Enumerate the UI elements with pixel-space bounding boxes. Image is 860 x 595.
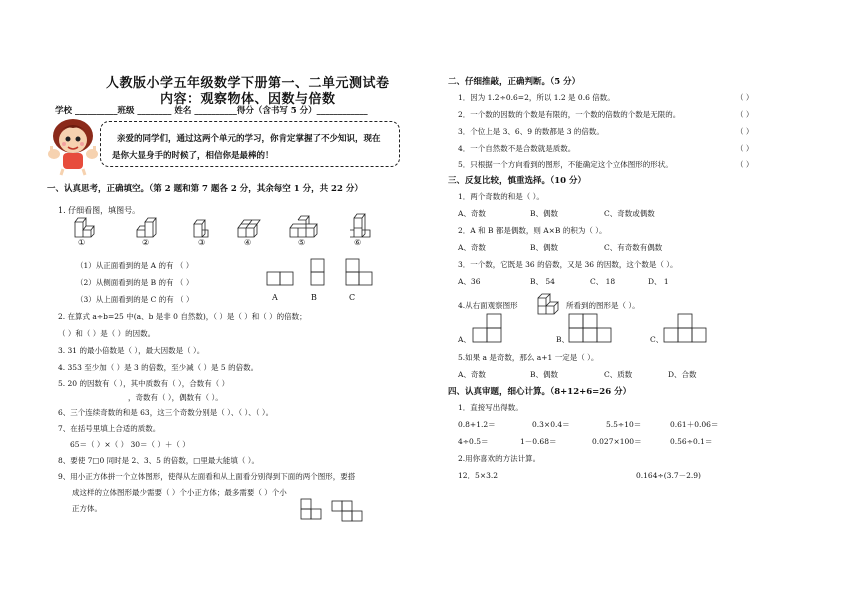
question-1-2-cont: （ ）和（ ）是（ ）的因数。 — [58, 329, 156, 338]
choice-4-view-shapes — [472, 311, 712, 345]
section-1-heading: 一、认真思考，正确填空。（第 2 题和第 7 题各 2 分，其余每空 1 分，共 22 分） — [47, 184, 363, 194]
question-1-8: 8、要使 7□0 同时是 2、3、5 的倍数，□里最大能填（ ）。 — [58, 456, 259, 465]
view-label-b: B — [311, 293, 317, 302]
choice-4-option-a: A、 — [458, 335, 471, 344]
choice-4-option-c: C、 — [650, 335, 664, 344]
question-1-6: 6、三个连续奇数的和是 63，这三个奇数分别是（ ）、（ ）、（ ）。 — [58, 408, 274, 417]
figure-label-3: ③ — [198, 238, 206, 247]
question-1-9-end: 正方体。 — [72, 504, 102, 513]
choice-5-option-c: C、质数 — [604, 370, 633, 379]
judgement-answer-1[interactable]: （ ） — [736, 93, 754, 102]
figure-label-4: ④ — [244, 238, 252, 247]
choice-2-option-a: A、奇数 — [458, 243, 486, 252]
judgement-item-2: 2．一个数的因数的个数是有限的，一个数的倍数的个数是无限的。 — [458, 110, 681, 119]
choice-2-option-c: C、有奇数有偶数 — [604, 243, 663, 252]
question-1-2: 2. 在算式 a÷b=25 中(a、b 是非 0 自然数)，（ ）是（ ）和（ ）的倍数； — [58, 312, 307, 321]
judgement-item-5: 5．只根据一个方向看到的图形，不能确定这个立体图形的形状。 — [458, 160, 673, 169]
calc-item-2-1: 4÷0.5＝ — [458, 437, 489, 446]
calc-item-1-4: 0.61＋0.06＝ — [670, 420, 719, 429]
question-1-1-part-1: （1）从正面看到的是 A 的有 （ ） — [76, 261, 194, 270]
encouragement-line-1: 亲爱的同学们，通过这两个单元的学习，你肯定掌握了不少知识，现在 — [117, 134, 381, 144]
section-2-heading: 二、仔细推敲，正确判断。（5 分） — [448, 77, 581, 87]
choice-question-2: 2．A 和 B 都是偶数，则 A×B 的积为（ ）。 — [458, 226, 607, 235]
choice-question-4: 4.从右面观察图形 — [458, 301, 518, 310]
choice-question-4-cont: 所看到的图形是（ ）。 — [566, 301, 640, 310]
student-info-line: 学校 __________班级 ________ 姓名 __________得分（含书写 5 分）____________ — [55, 106, 368, 116]
question-1-7: 7、在括号里填上合适的质数。 — [58, 424, 161, 433]
cube-figures — [70, 212, 380, 242]
choice-question-5: 5.如果 a 是奇数，那么 a+1 一定是（ ）。 — [458, 353, 599, 362]
choice-question-1: 1．两个奇数的和是（ ）。 — [458, 192, 544, 201]
question-1-5-cont: ，奇数有（ ），偶数有（ ）。 — [128, 393, 223, 402]
cartoon-girl-illustration — [46, 116, 100, 176]
view-shapes-abc — [266, 258, 376, 290]
judgement-answer-4[interactable]: （ ） — [736, 144, 754, 153]
choice-2-option-b: B、偶数 — [530, 243, 559, 252]
question-1-1-part-3: （3）从上面看到的是 C 的有 （ ） — [76, 295, 194, 304]
judgement-item-4: 4．一个自然数不是合数就是质数。 — [458, 144, 576, 153]
question-9-views — [300, 498, 364, 524]
question-1-1: 1. 仔细看图，填图号。 — [58, 206, 141, 215]
calc-question-1: 1．直接写出得数。 — [458, 403, 523, 412]
choice-5-option-d: D、合数 — [668, 370, 697, 379]
view-label-c: C — [349, 293, 356, 302]
judgement-answer-2[interactable]: （ ） — [736, 110, 754, 119]
choice-1-option-b: B、偶数 — [530, 209, 559, 218]
choice-3-option-a: A、36 — [458, 277, 481, 286]
question-1-3: 3. 31 的最小倍数是（ ），最大因数是（ ）。 — [58, 346, 205, 355]
question-1-1-part-2: （2）从侧面看到的是 B 的有 （ ） — [76, 278, 194, 287]
judgement-answer-5[interactable]: （ ） — [736, 160, 754, 169]
section-3-heading: 三、反复比较，慎重选择。（10 分） — [448, 176, 587, 186]
choice-question-3: 3．一个数，它既是 36 的倍数，又是 36 的因数，这个数是（ ）。 — [458, 260, 678, 269]
calc-question-2: 2.用你喜欢的方法计算。 — [458, 454, 541, 463]
choice-3-option-d: D、 1 — [648, 277, 669, 286]
figure-label-6: ⑥ — [354, 238, 362, 247]
choice-3-option-b: B、 54 — [530, 277, 555, 286]
calc-expression-2: 0.164÷(3.7－2.9) — [636, 471, 701, 480]
question-1-9: 9、用小正方体拼一个立体图形，使得从左面看和从上面看分别得到下面的两个图形，要搭 — [58, 472, 356, 481]
figure-label-2: ② — [142, 238, 150, 247]
calc-expression-1: 12．5×3.2 — [458, 471, 499, 480]
encouragement-line-2: 是你大显身手的时候了，相信你是最棒的！ — [112, 151, 274, 161]
calc-item-2-4: 0.56÷0.1＝ — [670, 437, 713, 446]
choice-1-option-c: C、奇数或偶数 — [604, 209, 655, 218]
calc-item-1-3: 5.5÷10＝ — [606, 420, 642, 429]
choice-1-option-a: A、奇数 — [458, 209, 486, 218]
judgement-item-3: 3．个位上是 3、6、9 的数都是 3 的倍数。 — [458, 127, 604, 136]
choice-3-option-c: C、 18 — [590, 277, 616, 286]
question-1-7-equations: 65＝（ ）×（ ） 30＝（ ）＋（ ） — [70, 440, 190, 449]
question-1-5: 5. 20 的因数有（ ），其中质数有（ ），合数有（ ） — [58, 379, 230, 388]
question-1-4: 4. 353 至少加（ ）是 3 的倍数，至少减（ ）是 5 的倍数。 — [58, 363, 259, 372]
choice-4-option-b: B、 — [556, 335, 570, 344]
calc-item-2-3: 0.027×100＝ — [592, 437, 642, 446]
page-subtitle: 内容：观察物体、因数与倍数 — [160, 92, 336, 107]
view-label-a: A — [272, 293, 278, 302]
question-1-9-cont: 成这样的立体图形最少需要（ ）个小正方体；最多需要（ ）个小 — [72, 488, 287, 497]
page-title: 人教版小学五年级数学下册第一、二单元测试卷 — [106, 76, 390, 91]
judgement-item-1: 1．因为 1.2÷0.6=2，所以 1.2 是 0.6 倍数。 — [458, 93, 615, 102]
section-4-heading: 四、认真审题，细心计算。（8+12+6=26 分） — [448, 387, 632, 397]
choice-5-option-b: B、偶数 — [530, 370, 559, 379]
figure-label-5: ⑤ — [298, 238, 306, 247]
figure-label-1: ① — [78, 238, 86, 247]
calc-item-1-1: 0.8+1.2＝ — [458, 420, 496, 429]
judgement-answer-3[interactable]: （ ） — [736, 127, 754, 136]
choice-5-option-a: A、奇数 — [458, 370, 486, 379]
calc-item-2-2: 1－0.68＝ — [520, 437, 557, 446]
calc-item-1-2: 0.3×0.4＝ — [532, 420, 570, 429]
